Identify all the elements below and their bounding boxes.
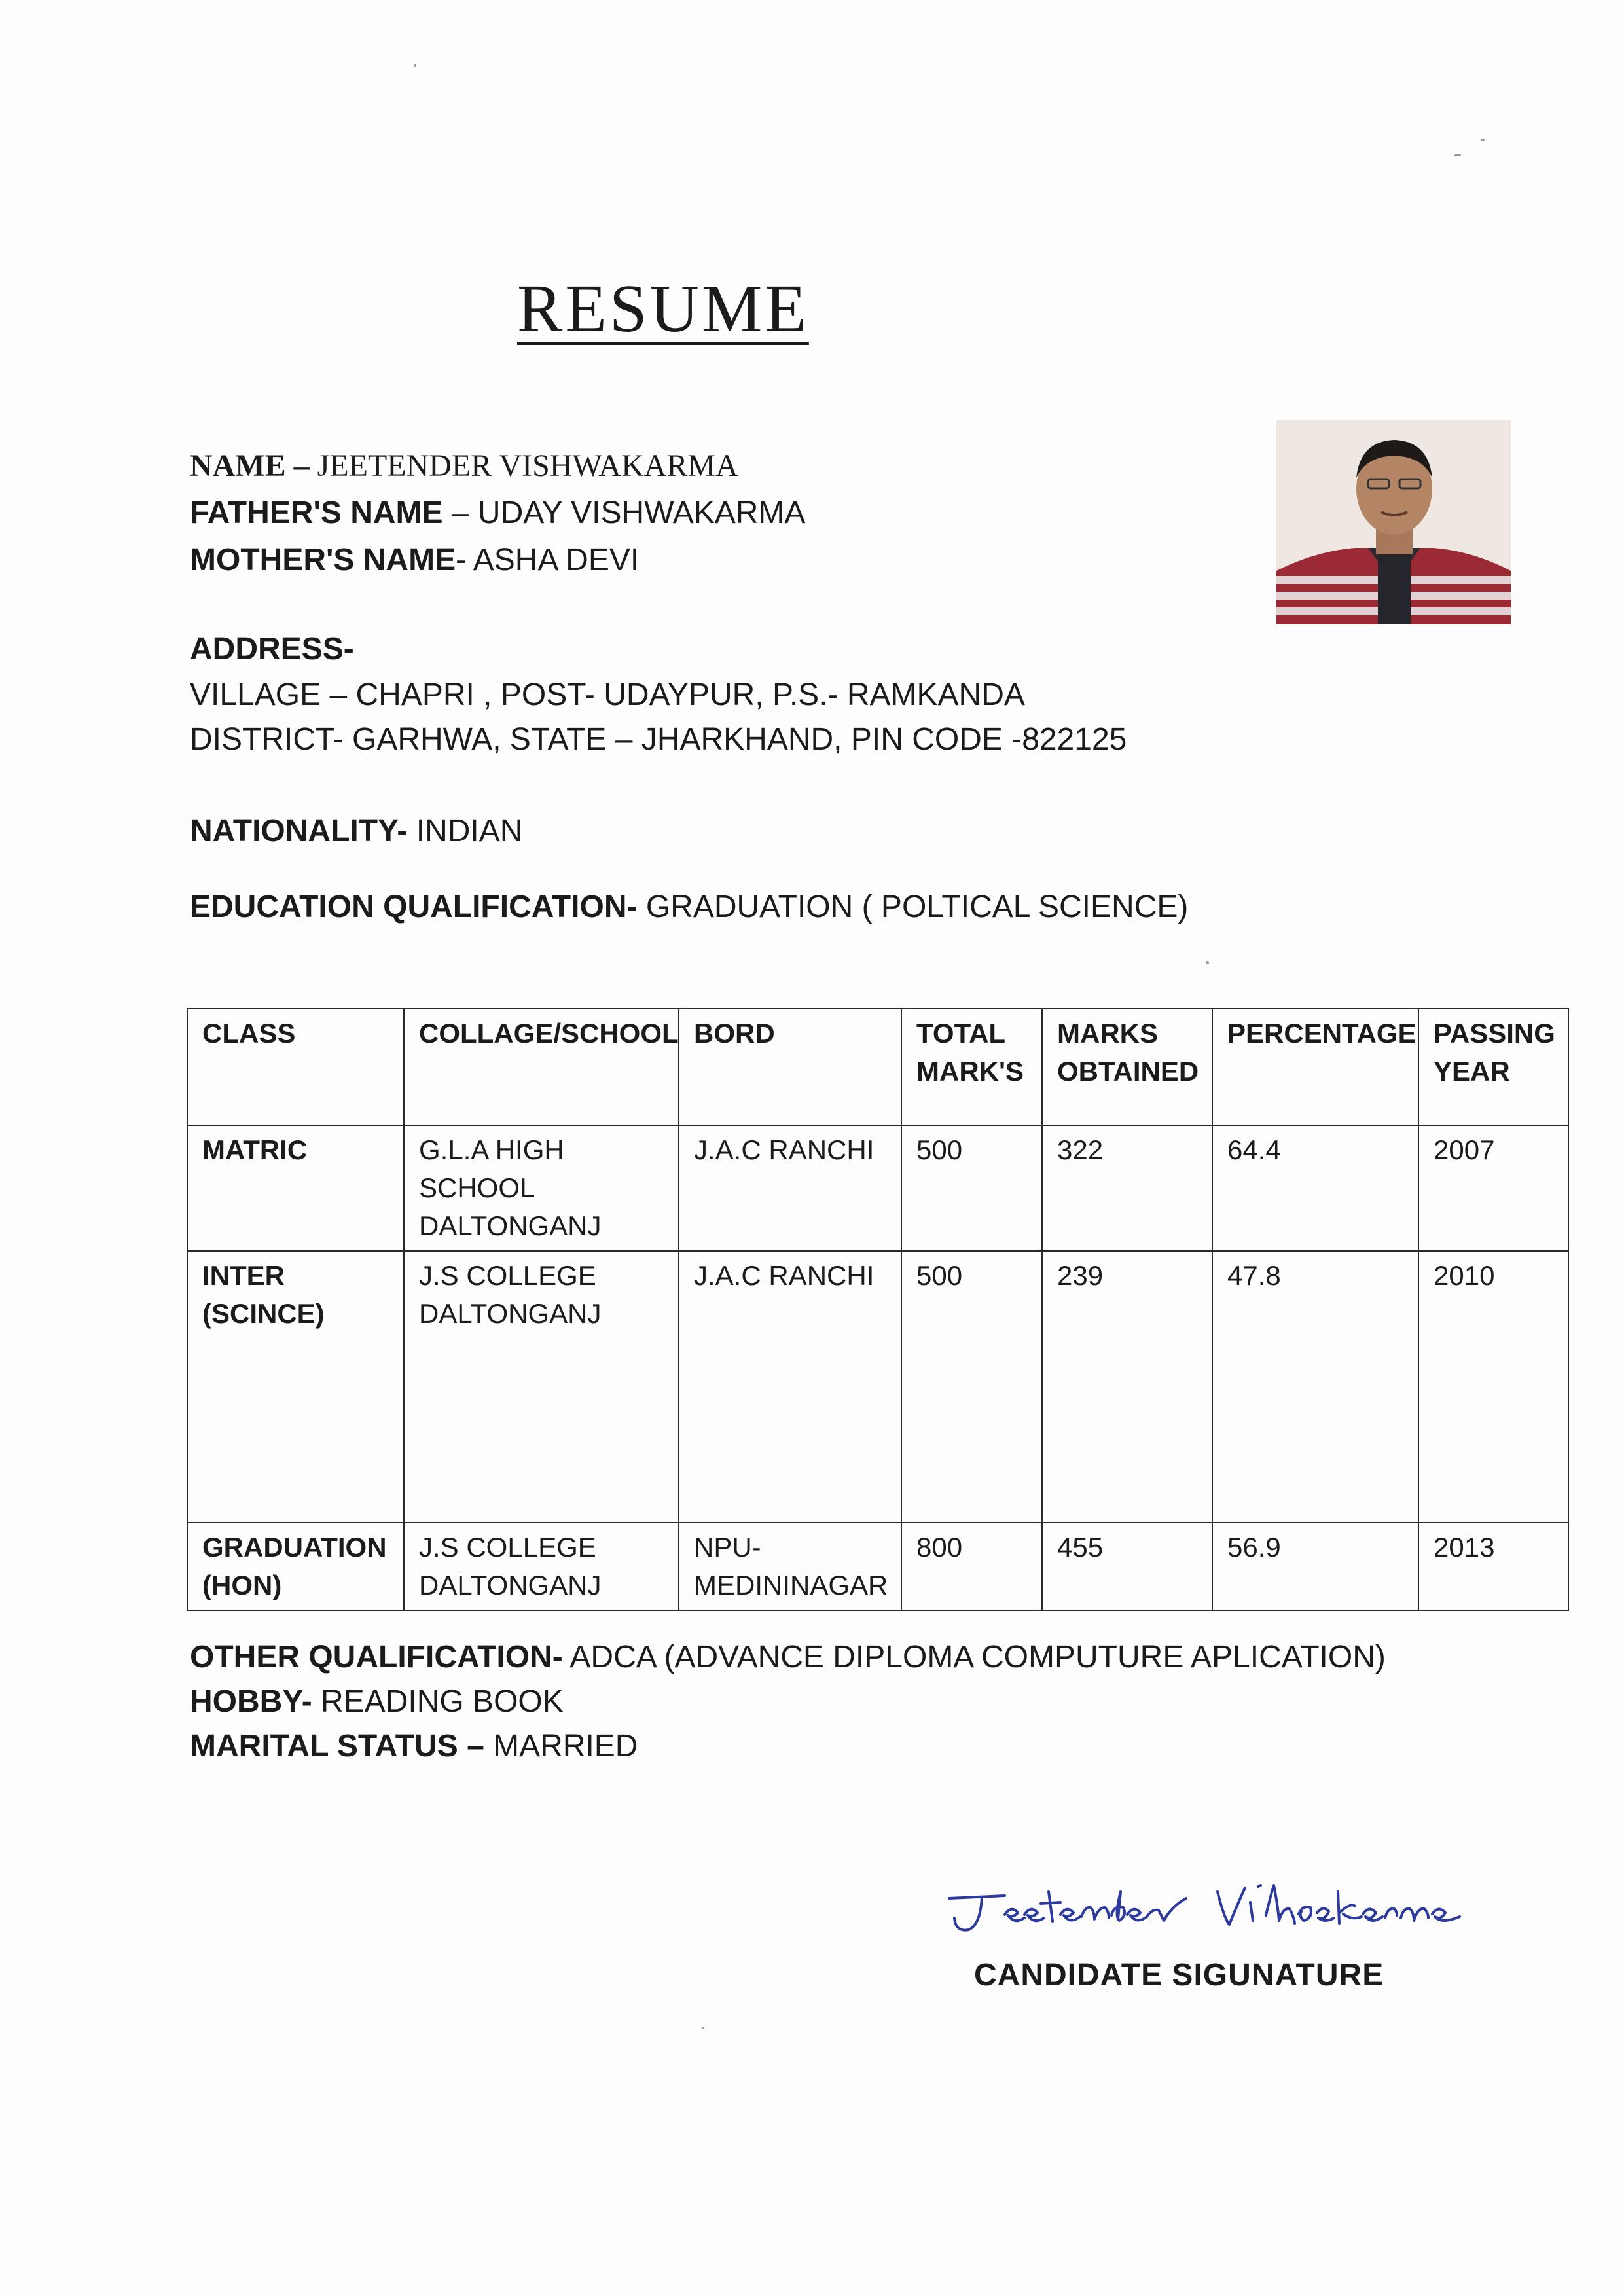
table-cell-year: 2007 — [1418, 1125, 1568, 1251]
name-line — [190, 450, 738, 482]
father-name-label: FATHER'S NAME — [190, 496, 443, 530]
education-label: EDUCATION QUALIFICATION- — [190, 890, 638, 924]
table-cell-college: J.S COLLEGE DALTONGANJ — [404, 1251, 679, 1523]
address-line-1: VILLAGE – CHAPRI , POST- UDAYPUR, P.S.- RAMKANDA — [190, 678, 1025, 712]
scan-speck — [1481, 139, 1485, 141]
candidate-signature-label: CANDIDATE SIGUNATURE — [974, 1958, 1384, 1993]
father-name-line — [190, 497, 805, 529]
marital-status-line — [190, 1731, 638, 1762]
hobby-line — [190, 1686, 564, 1718]
table-cell-total: 500 — [901, 1251, 1042, 1523]
table-row — [187, 1125, 1568, 1251]
mother-name-label: MOTHER'S NAME — [190, 543, 456, 577]
table-cell-percentage: 56.9 — [1212, 1523, 1418, 1610]
table-cell-college: G.L.A HIGH SCHOOL DALTONGANJ — [404, 1125, 679, 1251]
other-qualification-line — [190, 1642, 1386, 1673]
table-cell-board: NPU-MEDININAGAR — [679, 1523, 901, 1610]
candidate-photo — [1276, 420, 1511, 624]
other-qualification-label: OTHER QUALIFICATION- — [190, 1640, 563, 1674]
header-college-school: COLLAGE/SCHOOL — [404, 1009, 679, 1125]
table-cell-board: J.A.C RANCHI — [679, 1251, 901, 1523]
table-cell-year: 2013 — [1418, 1523, 1568, 1610]
mother-name-line — [190, 545, 639, 576]
marital-status-label: MARITAL STATUS – — [190, 1729, 494, 1763]
resume-title: RESUME — [517, 271, 809, 346]
header-passing-year: PASSING YEAR — [1418, 1009, 1568, 1125]
table-cell-obtained: 322 — [1042, 1125, 1212, 1251]
mother-name-value: - ASHA DEVI — [456, 543, 640, 577]
table-cell-percentage: 47.8 — [1212, 1251, 1418, 1523]
nationality-value: INDIAN — [407, 814, 523, 848]
header-board: BORD — [679, 1009, 901, 1125]
father-name-value: – UDAY VISHWAKARMA — [442, 496, 806, 530]
handwritten-signature — [943, 1852, 1466, 1951]
address-label: ADDRESS- — [190, 632, 354, 666]
address-line-2: DISTRICT- GARHWA, STATE – JHARKHAND, PIN CODE -822125 — [190, 722, 1127, 757]
header-total-marks: TOTAL MARK'S — [901, 1009, 1042, 1125]
header-class: CLASS — [187, 1009, 404, 1125]
scan-speck — [1454, 154, 1461, 156]
education-value: GRADUATION ( POLTICAL SCIENCE) — [637, 890, 1189, 924]
other-qualification-value: ADCA (ADVANCE DIPLOMA COMPUTURE APLICATION) — [562, 1640, 1386, 1674]
scan-speck — [702, 2027, 704, 2029]
table-cell-obtained: 239 — [1042, 1251, 1212, 1523]
table-cell-obtained: 455 — [1042, 1523, 1212, 1610]
nationality-line — [190, 816, 522, 847]
table-cell-college: J.S COLLEGE DALTONGANJ — [404, 1523, 679, 1610]
table-cell-class: MATRIC — [187, 1125, 404, 1251]
table-cell-class: INTER (SCINCE) — [187, 1251, 404, 1523]
table-cell-total: 500 — [901, 1125, 1042, 1251]
marital-status-value: MARRIED — [493, 1729, 638, 1763]
name-value: JEETENDER VISHWAKARMA — [317, 448, 738, 483]
table-cell-year: 2010 — [1418, 1251, 1568, 1523]
header-percentage: PERCENTAGE — [1212, 1009, 1418, 1125]
scan-speck — [414, 64, 416, 67]
education-table — [187, 1008, 1569, 1611]
name-label: NAME – — [190, 448, 317, 483]
hobby-label: HOBBY- — [190, 1684, 312, 1719]
education-line — [190, 892, 1188, 923]
hobby-value: READING BOOK — [312, 1684, 564, 1719]
scan-speck — [1206, 961, 1209, 964]
table-header-row — [187, 1009, 1568, 1125]
nationality-label: NATIONALITY- — [190, 814, 408, 848]
header-marks-obtained: MARKS OBTAINED — [1042, 1009, 1212, 1125]
table-row — [187, 1251, 1568, 1523]
table-cell-class: GRADUATION (HON) — [187, 1523, 404, 1610]
table-row — [187, 1523, 1568, 1610]
table-cell-board: J.A.C RANCHI — [679, 1125, 901, 1251]
table-cell-total: 800 — [901, 1523, 1042, 1610]
table-cell-percentage: 64.4 — [1212, 1125, 1418, 1251]
